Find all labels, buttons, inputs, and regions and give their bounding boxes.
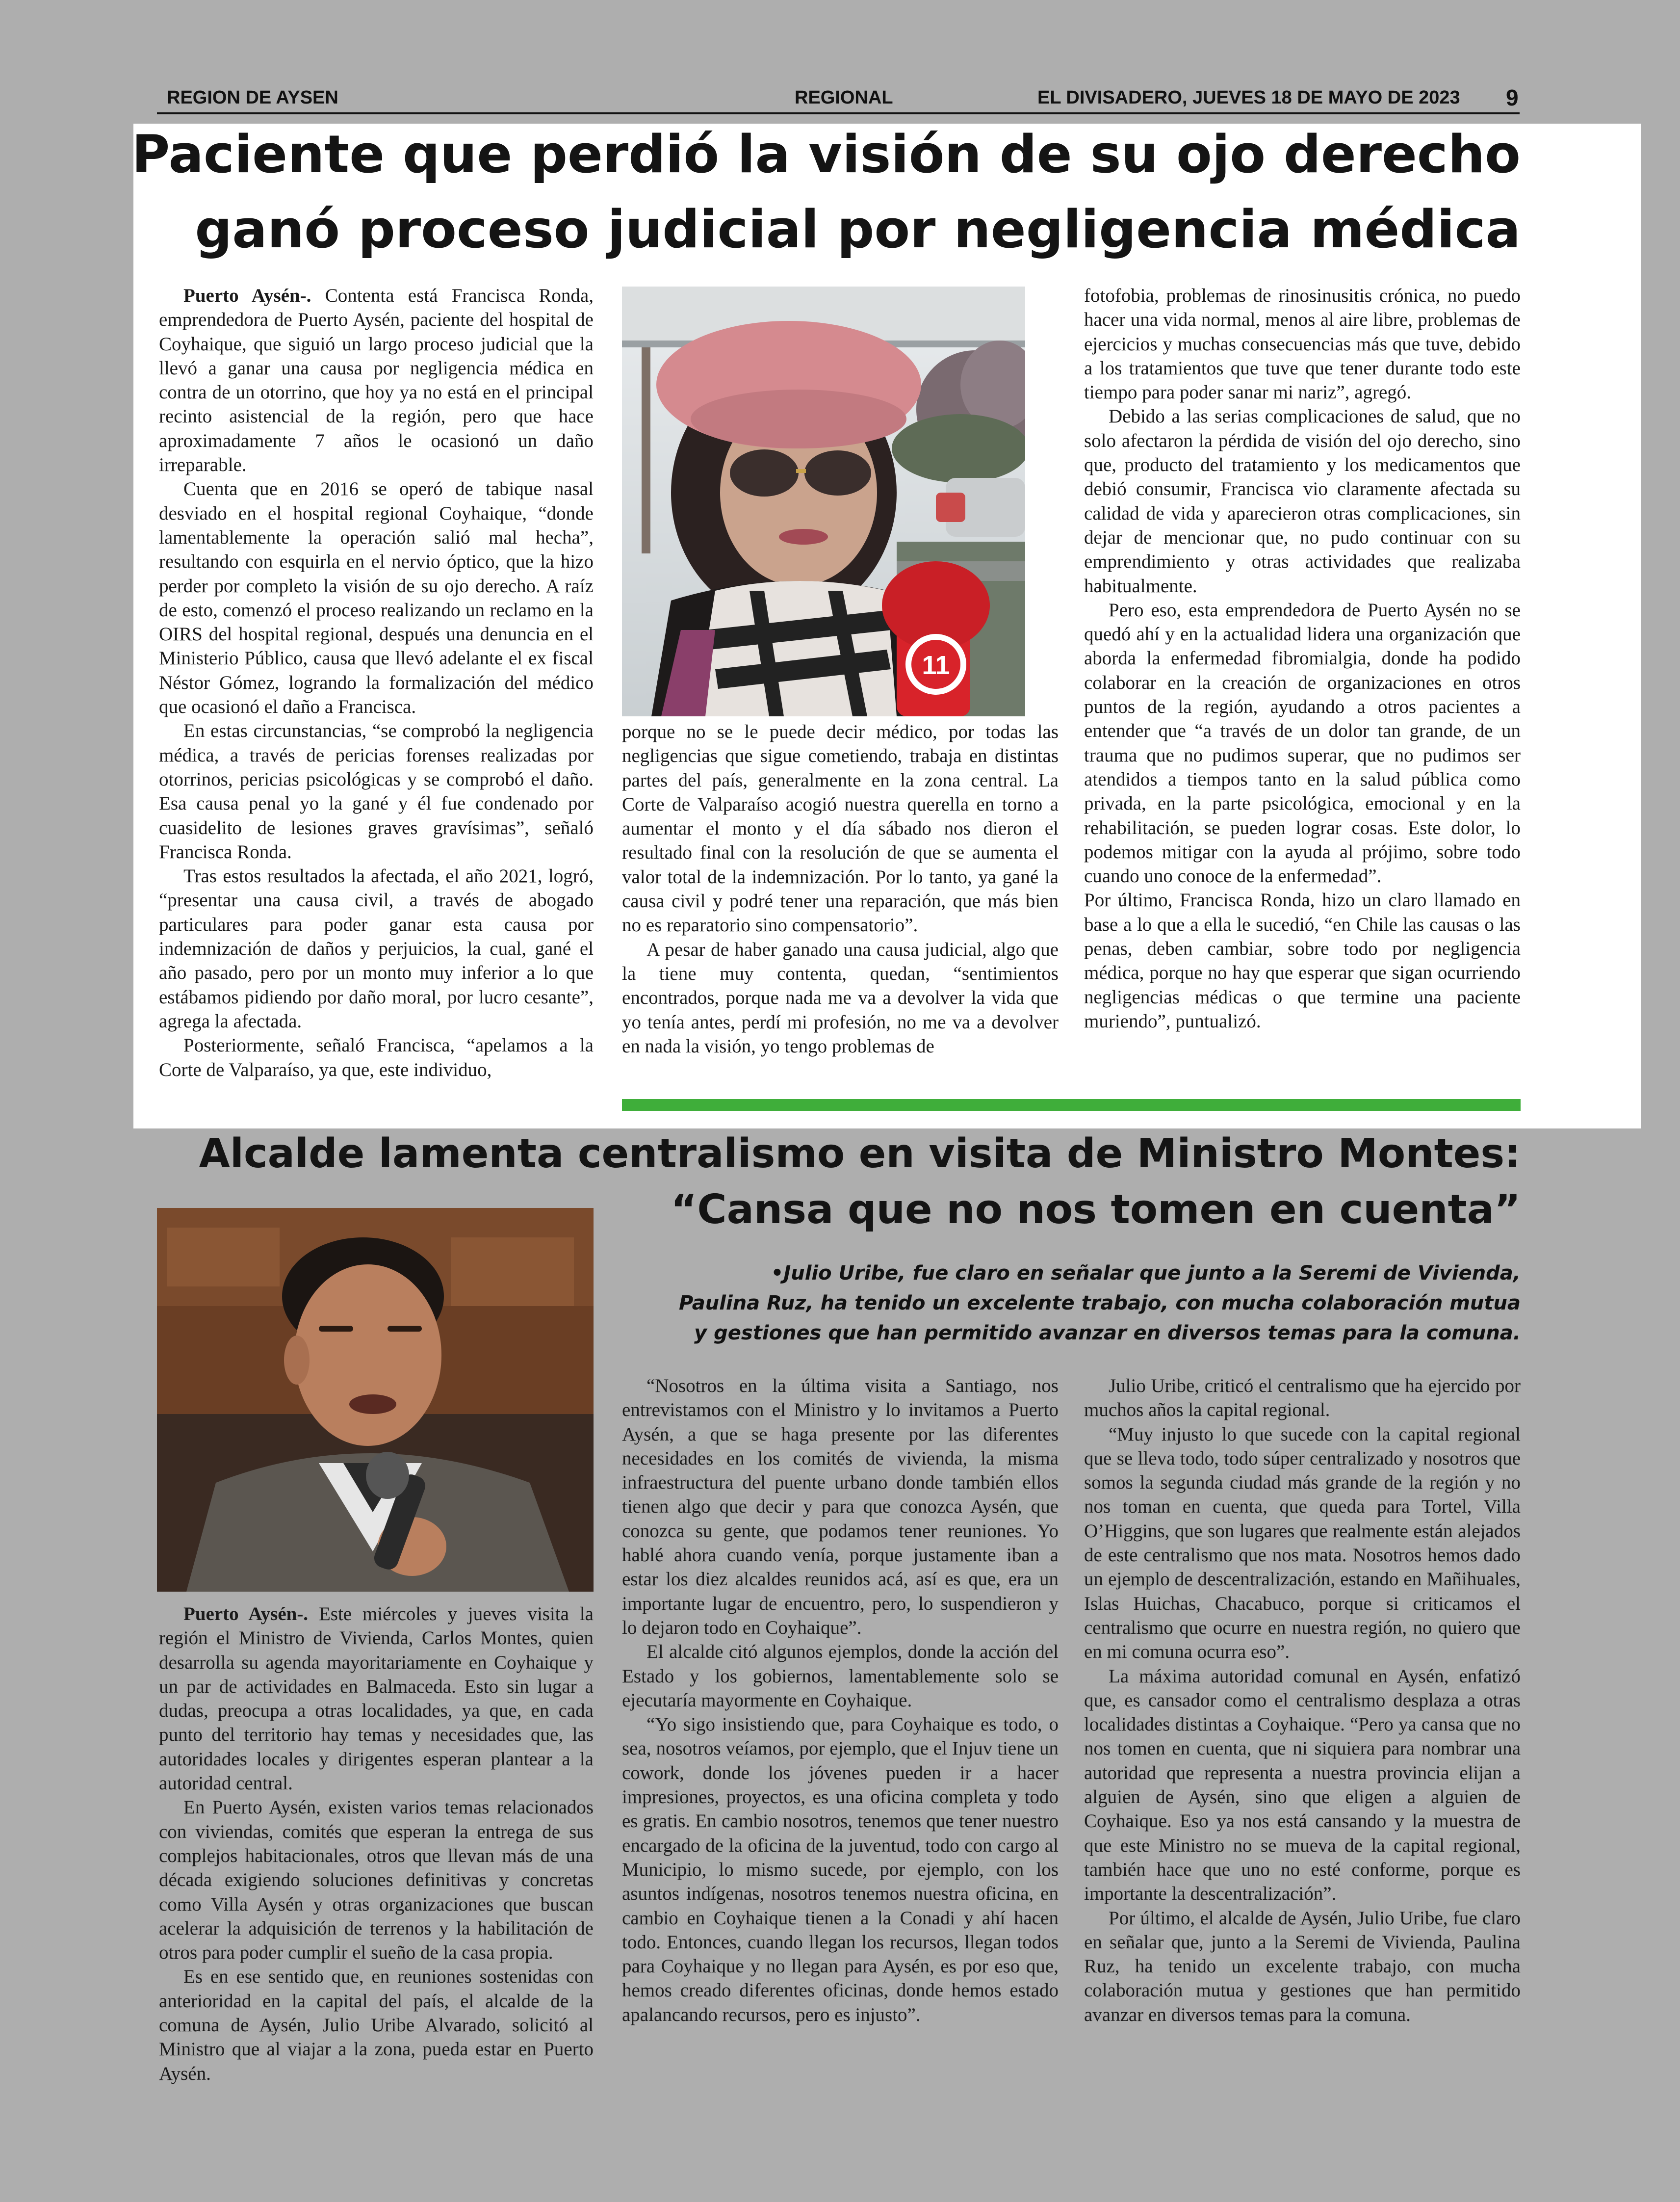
article1-col1-para1 bbox=[159, 284, 594, 477]
article1-dateline: Puerto Aysén-. bbox=[183, 285, 311, 306]
article1-photo-illustration bbox=[622, 287, 1025, 716]
article2-deck bbox=[677, 1258, 1521, 1348]
article1-column-2 bbox=[622, 720, 1059, 1058]
article2-col3-para1: Julio Uribe, criticó el centralismo que ha ejercido por muchos años la capital regional. bbox=[1084, 1375, 1521, 1421]
article2-col3-para4: Por último, el alcalde de Aysén, Julio Uribe, fue claro en señalar que, junto a la Seremi de Vivienda, Paulina Ruz, ha tenido un excelente trabajo, con mucha colaboración mutua y gestiones que han permitido avanzar en diversos temas para la comuna. bbox=[1084, 1907, 1521, 2025]
article2-col3-para3: La máxima autoridad comunal en Aysén, enfatizó que, es cansador como el centralismo desplaza a otras localidades distintas a Coyhaique. “Pero ya cansa que no nos tomen en cuenta, que ni siquiera para nombrar una autoridad que representa a nuestra provincia elijan a alguien de Aysén, sino que eligen a alguien de Coyhaique. Eso ya nos está cansando y la muestra de que este Ministro no se mueva de la capital regional, también hace que uno no esté conforme, porque es importante la descentralización”. bbox=[1084, 1665, 1521, 1905]
page-number: 9 bbox=[1506, 85, 1519, 110]
article2-deck-text: Julio Uribe, fue claro en señalar que junto a la Seremi de Vivienda, Paulina Ruz, ha tenido un excelente trabajo, con mucha colaboración mutua y gestiones que han permitido avanzar en diversos temas para la comuna. bbox=[679, 1262, 1521, 1344]
article2-col3-para2: “Muy injusto lo que sucede con la capital regional que se lleva todo, todo súper centralizado y nosotros que somos la segunda ciudad más grande de la región y no nos toman en cuenta, que queda para Tortel, Villa O’Higgins, que son lugares que realmente están alejados de este centralismo que nos mata. Nosotros hemos dado un ejemplo de descentralización, estando en Mañihuales, Islas Huichas, Chacabuco, porque si criticamos el centralismo que ocurre en nuestra región, no quiero que en mi comuna ocurra eso”. bbox=[1084, 1423, 1521, 1663]
section-label: REGION DE AYSEN bbox=[167, 87, 338, 108]
article1-col3-para1: fotofobia, problemas de rinosinusitis crónica, no puedo hacer una vida normal, menos al aire libre, problemas de ejercicios y muchas consecuencias más que tuve, debido a los tratamientos que tuve que tener durante todo este tiempo para poder sanar mi nariz”, agregó. bbox=[1084, 285, 1521, 403]
article2-col2-para1: “Nosotros en la última visita a Santiago, nos entrevistamos con el Ministro y lo invitamos a Puerto Aysén, a que se haga presente por las diferentes necesidades en los comités de vivienda, la misma infraestructura del puente urbano donde también ellos tienen algo que decir y para que conozca Aysén, que conozca su gente, que podamos tener reuniones. Yo hablé ahora cuando venía, porque justamente iban a estar los diez alcaldes reunidos acá, así es que, era un importante lugar de encuentro, pero, lo suspendieron y lo dejaron todo en Coyhaique”. bbox=[622, 1375, 1059, 1638]
article2-col1-para1 bbox=[159, 1602, 594, 1795]
article2-headline-line2: “Cansa que no nos tomen en cuenta” bbox=[671, 1186, 1521, 1233]
article2-column-1 bbox=[159, 1602, 594, 2086]
header-rule bbox=[157, 112, 1520, 114]
article1-col3-para4: Por último, Francisca Ronda, hizo un claro llamado en base a lo que a ella le sucedió, “en Chile las causas o las penas, deben cambiar, sobre todo por negligencia médica, porque no hay que esperar que sigan ocurriendo negligencias médicas o que termine una paciente muriendo”, puntualizó. bbox=[1084, 890, 1521, 1032]
article2-dateline: Puerto Aysén-. bbox=[183, 1603, 309, 1625]
article1-col1-para5: Posteriormente, señaló Francisca, “apelamos a la Corte de Valparaíso, ya que, este individuo, bbox=[159, 1035, 594, 1080]
article2-column-3 bbox=[1084, 1374, 1521, 2027]
article1-col2-para2: A pesar de haber ganado una causa judicial, algo que la tiene muy contenta, quedan, “sentimientos encontrados, porque nada me va a devolver la vida que yo tenía antes, perdí mi profesión, no me va a devolver en nada la visión, yo tengo problemas de bbox=[622, 939, 1059, 1057]
article1-col3-para3: Pero eso, esta emprendedora de Puerto Aysén no se quedó ahí y en la actualidad lidera una organización que aborda la enfermedad fibromialgia, donde ha podido colaborar en la creación de organizaciones en otros puntos de la región, ayudando a otros pacientes a entender que “a través de un dolor tan grande, de un trauma que no pudimos superar, que no pudimos ser atendidos a tiempos tanto en la salud pública como privada, en la parte psicológica, emocional y en la rehabilitación, se pueden lograr cosas. Este dolor, lo podemos mitigar con la ayuda al prójimo, sobre todo cuando uno conoce de la enfermedad”. bbox=[1084, 599, 1521, 887]
article2-photo bbox=[157, 1208, 594, 1592]
article1-column-1 bbox=[159, 284, 594, 1082]
article1-photo bbox=[622, 287, 1025, 716]
article1-headline-line2: ganó proceso judicial por negligencia médica bbox=[195, 199, 1521, 260]
masthead-date: EL DIVISADERO, JUEVES 18 DE MAYO DE 2023 bbox=[1037, 87, 1460, 108]
deck-bullet: • bbox=[771, 1262, 784, 1284]
article2-col2-para2: El alcalde citó algunos ejemplos, donde la acción del Estado y los gobiernos, lamentablemente solo se ejecutaría mayormente en Coyhaique. bbox=[622, 1641, 1059, 1711]
article2-col1-para1-text: Este miércoles y jueves visita la región el Ministro de Vivienda, Carlos Montes, quien desarrolla su agenda mayoritariamente en Coyhaique y un par de actividades en Balmaceda. Esto sin lugar a dudas, preocupa a otras localidades, ya que, en cada punto del territorio hay temas y necesidades que, las autoridades locales y dirigentes esperan plantear a la autoridad central. bbox=[159, 1603, 594, 1794]
article1-col2-para1: porque no se le puede decir médico, por todas las negligencias que sigue cometiendo, trabaja en distintas partes del país, generalmente en la zona central. La Corte de Valparaíso acogió nuestra querella en torno a aumentar el monto y el día sábado nos dieron el resultado final con la resolución de que se aumenta el valor total de la indemnización. Por lo tanto, ya gané la causa civil y podré tener una reparación, que más bien no es reparatorio sino compensatorio”. bbox=[622, 721, 1059, 936]
article2-photo-illustration bbox=[157, 1208, 594, 1592]
mic-channel-logo: 11 bbox=[922, 651, 950, 680]
article1-headline-line1: Paciente que perdió la visión de su ojo derecho bbox=[131, 124, 1521, 184]
article1-col1-para3: En estas circunstancias, “se comprobó la negligencia médica, a través de pericias forenses realizadas por otorrinos, pericias psicológicas y se comprobó el daño. Esa causa penal yo la gané y él fue condenado por cuasidelito de lesiones graves gravísimas”, señaló Francisca Ronda. bbox=[159, 720, 594, 863]
article1-accent-bar bbox=[622, 1099, 1521, 1111]
article1-col1-para1-text: Contenta está Francisca Ronda, emprendedora de Puerto Aysén, paciente del hospital de Coyhaique, que siguió un largo proceso judicial que la llevó a ganar una causa por negligencia médica en contra de un otorrino, que hoy ya no está en el principal recinto asistencial de la región, pero que hace aproximadamente 7 años le ocasionó un daño irreparable. bbox=[159, 285, 594, 476]
article1-col3-para2: Debido a las serias complicaciones de salud, que no solo afectaron la pérdida de visión del ojo derecho, sino que, producto del tratamiento y los medicamentos que debió consumir, Francisca vio claramente afectada su calidad de vida y aparecieron otras complicaciones, sin dejar de mencionar que, no pudo continuar con su emprendimiento y otras actividades que realizaba habitualmente. bbox=[1084, 406, 1521, 597]
section-center-label: REGIONAL bbox=[795, 87, 893, 108]
article2-col1-para3: Es en ese sentido que, en reuniones sostenidas con anterioridad en la capital del país, el alcalde de la comuna de Aysén, Julio Uribe Alvarado, solicitó al Ministro que al viajar a la zona, pueda estar en Puerto Aysén. bbox=[159, 1966, 594, 2084]
article1-column-3 bbox=[1084, 284, 1521, 1033]
article2-col1-para2: En Puerto Aysén, existen varios temas relacionados con viviendas, comités que esperan la entrega de sus complejos habitacionales, otros que llevan más de una década exigiendo soluciones definitivas y concretas como Villa Aysén y otras organizaciones que buscan acelerar la adquisición de terrenos y la habilitación de otros para poder cumplir el sueño de la casa propia. bbox=[159, 1797, 594, 1964]
article2-headline-line1: Alcalde lamenta centralismo en visita de Ministro Montes: bbox=[199, 1130, 1521, 1177]
article1-col1-para2: Cuenta que en 2016 se operó de tabique nasal desviado en el hospital regional Coyhaique, “donde lamentablemente la operación salió mal hecha”, resultando con esquirla en el nervio óptico, que la hizo perder por completo la visión de su ojo derecho. A raíz de esto, comenzó el proceso realizando un reclamo en la OIRS del hospital regional, después una denuncia en el Ministerio Público, causa que llevó adelante el ex fiscal Néstor Gómez, logrando la formalización del médico que ocasionó el daño a Francisca. bbox=[159, 478, 594, 718]
article2-col2-para3: “Yo sigo insistiendo que, para Coyhaique es todo, o sea, nosotros veíamos, por ejemplo, que el Injuv tiene un cowork, donde los jóvenes pueden ir a hacer impresiones, proyectos, es una oficina completa y todo es gratis. En cambio nosotros, tenemos que tener nuestro encargado de la oficina de la juventud, todo con cargo al Municipio, lo mismo sucede, por ejemplo, con los asuntos indígenas, nosotros tenemos nuestra oficina, en cambio en Coyhaique tienen a la Conadi y ahí hacen todo. Entonces, cuando llegan los recursos, llegan todos para Coyhaique y no llegan para Aysén, es por eso que, hemos creado diferentes oficinas, donde hemos estado apalancando recursos, pero es injusto”. bbox=[622, 1714, 1059, 2025]
article1-col1-para4: Tras estos resultados la afectada, el año 2021, logró, “presentar una causa civil, a través de abogado particulares para poder ganar esta causa por indemnización de daños y perjuicios, la cual, gané el año pasado, pero por un monto muy inferior a lo que estábamos pidiendo por daño moral, por lucro cesante”, agrega la afectada. bbox=[159, 865, 594, 1032]
article2-column-2 bbox=[622, 1374, 1059, 2027]
